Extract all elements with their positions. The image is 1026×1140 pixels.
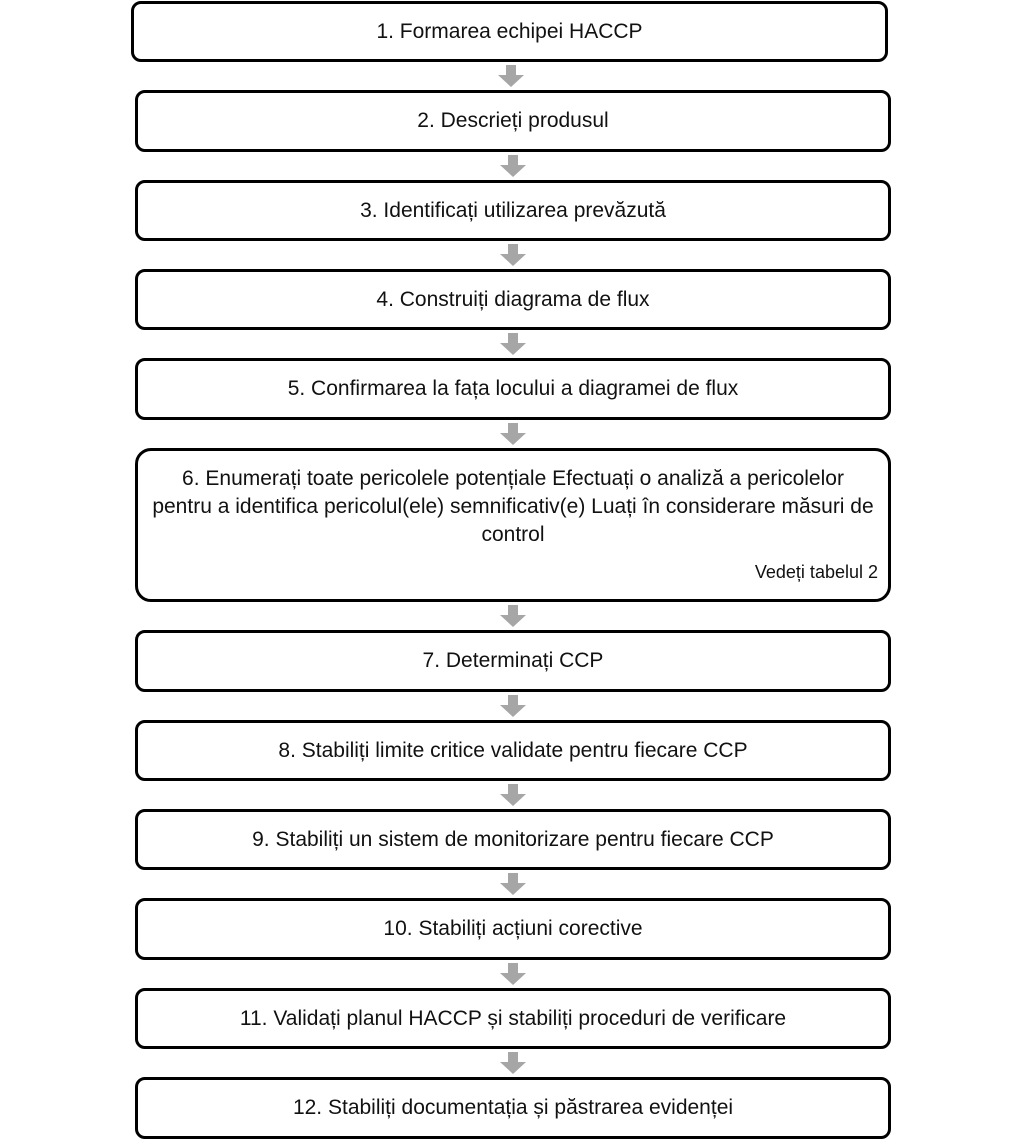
step-9-label: 9. Stabiliți un sistem de monitorizare pentru fiecare CCP [252,827,774,851]
step-1-label: 1. Formarea echipei HACCP [376,19,643,43]
down-arrow-icon [500,963,526,985]
step-8-box [135,720,891,781]
step-6-note: Vedeți tabelul 2 [754,562,878,582]
down-arrow-icon [500,244,526,266]
step-4-label: 4. Construiți diagrama de flux [376,287,650,311]
step-4-box [135,269,891,330]
step-11-label: 11. Validați planul HACCP și stabiliți proceduri de verificare [239,1006,787,1030]
step-5-box [135,358,891,420]
down-arrow-icon [500,155,526,177]
step-2-box [135,90,891,152]
step-9-box [135,809,891,870]
down-arrow-icon [500,784,526,806]
down-arrow-icon [500,695,526,717]
step-2-label: 2. Descrieți produsul [417,109,609,132]
step-3-box [135,180,891,241]
step-3-label: 3. Identificați utilizarea prevăzută [360,198,666,222]
step-5-label: 5. Confirmarea la fața locului a diagramei de flux [287,377,739,400]
step-12-label: 12. Stabiliți documentația și păstrarea evidenței [292,1096,734,1119]
down-arrow-icon [500,605,526,627]
down-arrow-icon [500,333,526,355]
step-7-label: 7. Determinați CCP [422,649,604,672]
step-1-box [131,1,888,62]
step-7-box [135,630,891,692]
step-12-box [135,1077,891,1139]
down-arrow-icon [498,65,524,87]
step-6-box [135,448,891,602]
step-6-label: 6. Enumerați toate pericolele potențiale Efectuați o analiză a pericolelor pentru a identifica pericolul(ele) semnificativ(e) Luați în considerare măsuri de control [152,467,874,546]
step-11-box [135,988,891,1049]
step-10-box [135,898,891,960]
down-arrow-icon [500,1052,526,1074]
down-arrow-icon [500,873,526,895]
down-arrow-icon [500,423,526,445]
step-8-label: 8. Stabiliți limite critice validate pentru fiecare CCP [278,738,748,762]
step-10-label: 10. Stabiliți acțiuni corective [383,917,643,940]
